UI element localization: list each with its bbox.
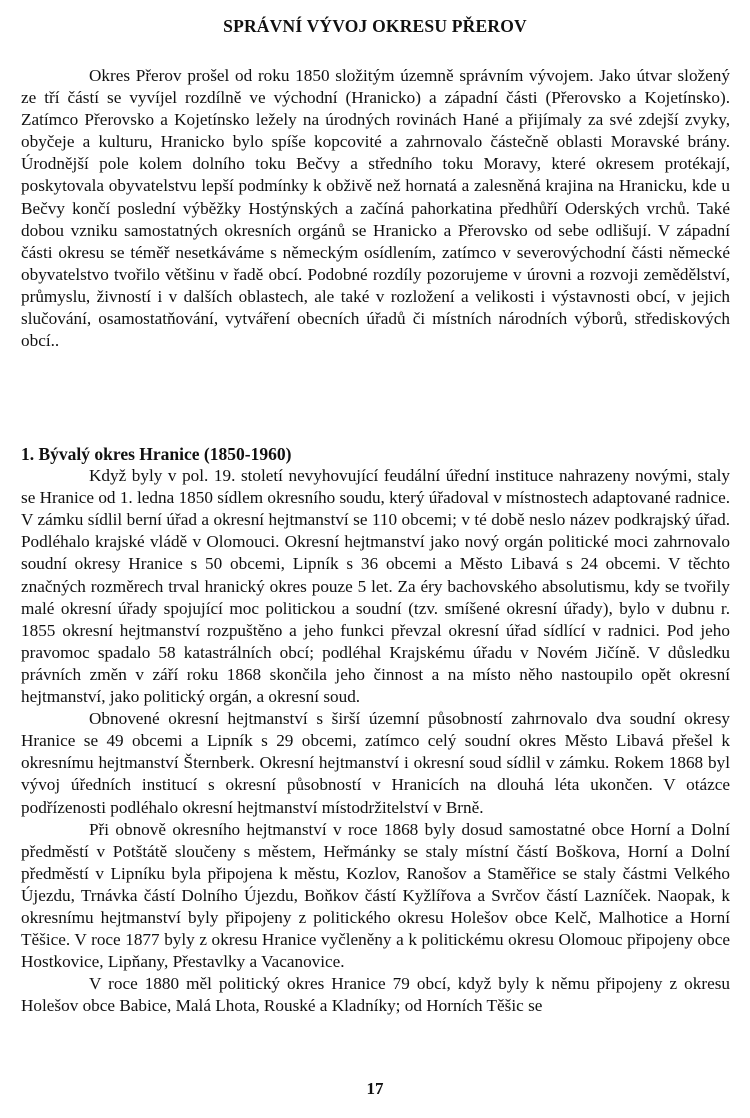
section-paragraph-4: V roce 1880 měl politický okres Hranice 79 obcí, když byly k němu připojeny z okresu Holešov obce Babice, Malá Lhota, Rouské a Kladníky; od Horních Těšic se [21, 974, 730, 1016]
section-heading: 1. Bývalý okres Hranice (1850-1960) [21, 444, 292, 464]
section-hranice [21, 443, 730, 1017]
intro-paragraph: Okres Přerov prošel od roku 1850 složitým územně správním vývojem. Jako útvar složený ze tří částí se vyvíjel rozdílně ve východní (Hranicko) a západní části (Přerovsko a Kojetínsko). Zatímco Přerovsko a Kojetínsko ležely na úrodných rovinách Hané a přijímaly za své zdejší zvyky, obyčeje a kulturu, Hranicko bylo spíše kopcovité a zahrnovalo částečně oblasti Moravské brány. Úrodnější pole kolem dolního toku Bečvy a středního toku Moravy, které okresem protékají, poskytovala obyvatelstvu lepší podmínky k obživě než hornatá a zalesněná krajina na Hranicku, kde u Bečvy končí poslední výběžky Hostýnských a začíná pahorkatina předhůří Oderských vrchů. Také dobou vzniku samostatných okresních orgánů se Hranicko a Přerovsko od sebe odlišují. V západní části okresu se téměř nesetkáváme s německým osídlením, zatímco v severovýchodní části německé obyvatelstvo tvořilo většinu v řadě obcí. Podobné rozdíly pozorujeme v úrovni a rozvoji zemědělství, průmyslu, živností i v dalších oblastech, ale také v rozložení a velikosti i výstavnosti obcí, v jejich slučování, osamostatňování, vytváření obecních úřadů či místních národních výborů, střediskových obcí.. [21, 66, 730, 351]
page-title: SPRÁVNÍ VÝVOJ OKRESU PŘEROV [223, 16, 527, 36]
intro-block [21, 65, 730, 352]
section-paragraph-3: Při obnově okresního hejtmanství v roce 1868 byly dosud samostatné obce Horní a Dolní předměstí v Potštátě sloučeny s městem, Heřmánky se staly místní částí Boškova, Horní a Dolní předměstí v Lipníku byla připojena k městu, Kozlov, Ranošov a Staměřice se staly částmi Velkého Újezdu, Trnávka částí Dolního Újezdu, Boňkov částí Kyžlířova a Svrčov částí Lazníček. Naopak, k okresnímu hejtmanství byly připojeny z politického okresu Holešov obce Kelč, Malhotice a Horní Těšice. V roce 1877 byly z okresu Hranice vyčleněny a k politickému okresu Olomouc připojeny obce Hostkovice, Lipňany, Přestavlky a Vacanovice. [21, 819, 730, 972]
section-paragraph-1: Když byly v pol. 19. století nevyhovující feudální úřední instituce nahrazeny novými, staly se Hranice od 1. ledna 1850 sídlem okresního soudu, který úřadoval v místnostech adaptované radnice. V zámku sídlil berní úřad a okresní hejtmanství se 110 obcemi; v té době neslo název podkrajský úřad. Podléhalo krajské vládě v Olomouci. Okresní hejtmanství jako nový orgán politické moci zahrnovalo soudní okresy Hranice s 50 obcemi, Lipník s 36 obcemi a Město Libavá s 24 obcemi. V těchto značných rozměrech trval hranický okres pouze 5 let. Za éry bachovského absolutismu, kdy se tvořily malé okresní úřady spojující moc politickou a soudní (tzv. smíšené okresní úřady), bylo v dubnu r. 1855 okresní hejtmanství rozpuštěno a jeho funkci převzal okresní úřad sídlící v radnici. Pod jeho pravomoc spadalo 58 katastrálních obcí; podléhal Krajskému úřadu v Novém Jičíně. V důsledku právních změn v září roku 1868 skončila jeho činnost a na místo něho nastoupilo opět okresní hejtmanství, jako politický orgán, a okresní soud. [21, 466, 730, 707]
section-paragraph-2: Obnovené okresní hejtmanství s širší územní působností zahrnovalo dva soudní okresy Hranice se 49 obcemi a Lipník s 29 obcemi, zatímco celý soudní okres Město Libavá přešel k okresnímu hejtmanství Šternberk. Okresní hejtmanství i okresní soud sídlil v zámku. Rokem 1868 byl vývoj úředních institucí s okresní působností v Hranicích na dlouhá léta ukončen. V otázce podřízenosti podléhalo okresní hejtmanství místodržitelství v Brně. [21, 709, 730, 817]
page-number: 17 [366, 1079, 384, 1098]
